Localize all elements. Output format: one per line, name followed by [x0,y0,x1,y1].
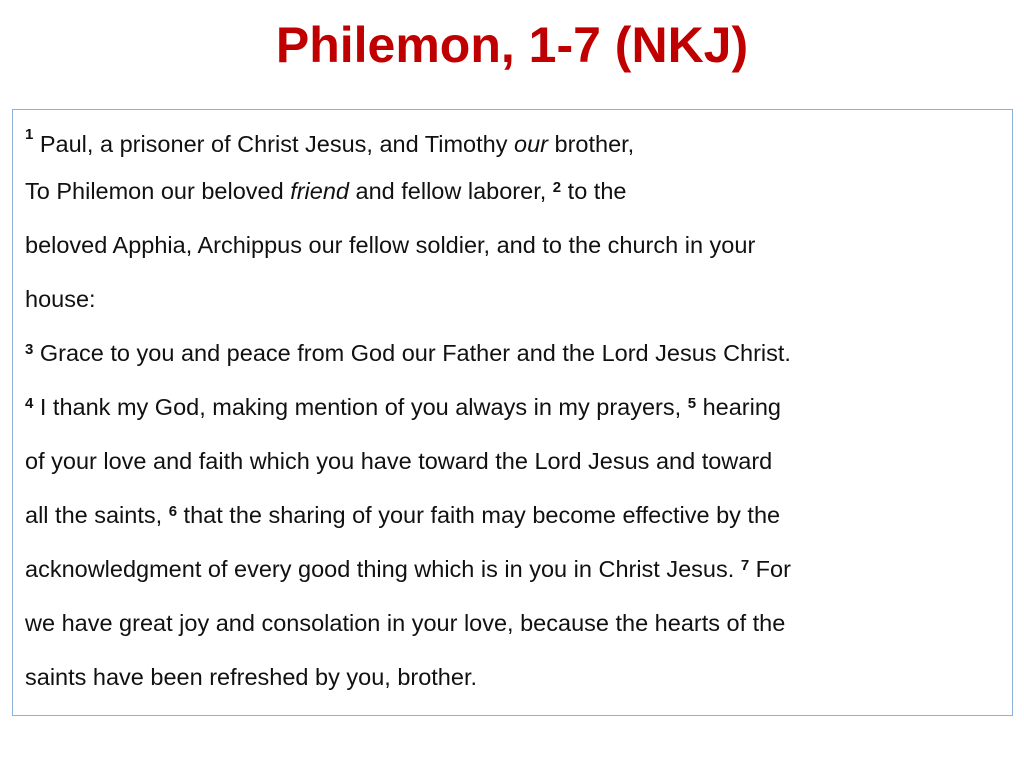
passage-text [25,124,1012,704]
verse-text: acknowledgment of every good thing which is in you in Christ Jesus. [25,556,741,582]
passage-line [25,650,1012,704]
verse-text: Grace to you and peace from God our Father and the Lord Jesus Christ. [33,340,791,366]
verse-number: 5 [687,395,697,412]
passage-line [25,272,1012,326]
verse-number: 3 [25,341,34,358]
verse-text: house: [25,286,96,312]
passage-line [25,434,1012,488]
scripture-passage-box [12,109,1013,716]
verse-text: To Philemon our beloved [25,178,291,204]
verse-number: 1 [25,126,34,143]
verse-text: I thank my God, making mention of you always in my prayers, [33,394,688,420]
italic-text: friend [290,178,349,204]
verse-text: all the saints, [25,502,169,528]
passage-line [25,380,1012,434]
verse-text: For [749,556,791,582]
verse-text: of your love and faith which you have toward the Lord Jesus and toward [25,448,773,474]
passage-line [25,164,1012,218]
passage-line [25,596,1012,650]
slide-title: Philemon, 1-7 (NKJ) [275,17,749,73]
passage-line [25,326,1012,380]
verse-text: to the [561,178,627,204]
verse-number: 2 [552,179,562,196]
verse-text: and fellow laborer, [349,178,553,204]
passage-line [25,488,1012,542]
passage-line [25,218,1012,272]
verse-text: Paul, a prisoner of Christ Jesus, and Timothy [33,131,515,157]
verse-number: 7 [740,557,750,574]
passage-line [25,542,1012,596]
verse-text: brother, [547,131,635,157]
italic-text: our [514,131,548,157]
verse-number: 6 [168,503,178,520]
verse-text: saints have been refreshed by you, brother. [25,664,478,690]
passage-line [25,124,1012,164]
verse-text: hearing [696,394,781,420]
verse-text: that the sharing of your faith may become effective by the [177,502,781,528]
verse-text: beloved Apphia, Archippus our fellow soldier, and to the church in your [25,232,756,258]
verse-text: we have great joy and consolation in your love, because the hearts of the [25,610,786,636]
verse-number: 4 [25,395,34,412]
